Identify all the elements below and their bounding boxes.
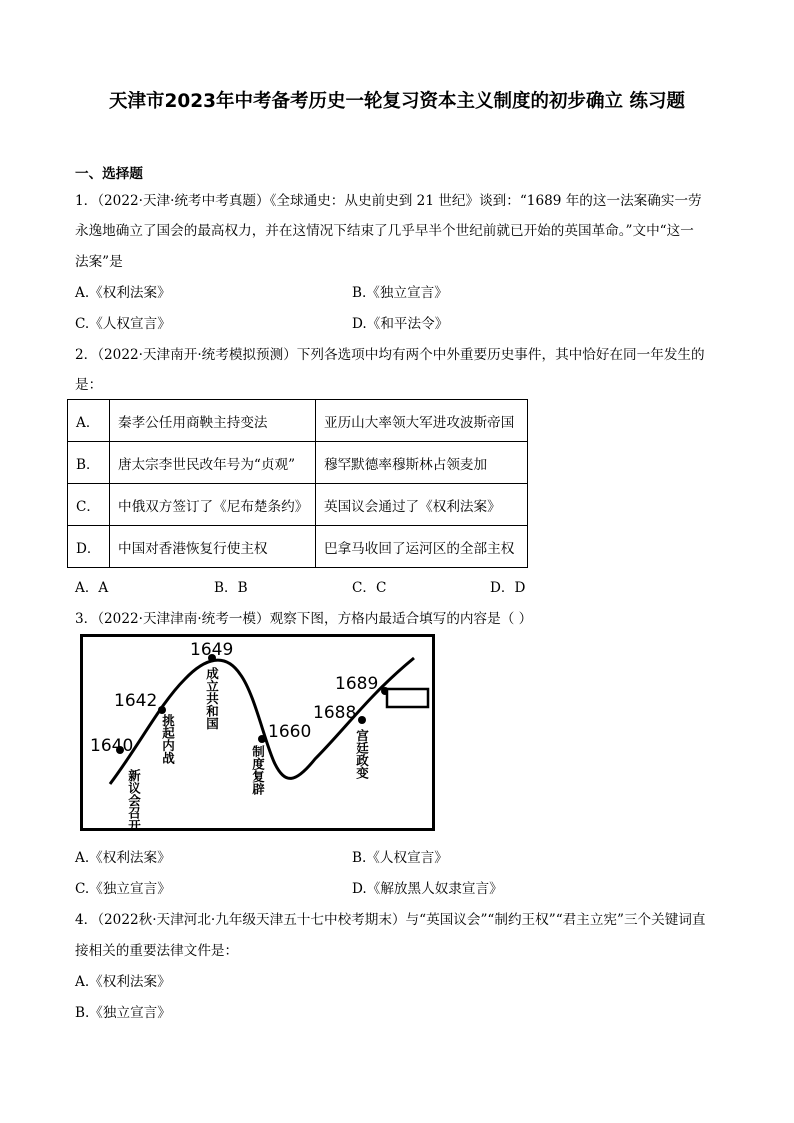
q1-option-a: A.《权利法案》 bbox=[75, 285, 171, 301]
event-label-republic: 成立共和国 bbox=[204, 667, 220, 730]
q2-text-line-2: 是： bbox=[75, 377, 103, 393]
q2-events-table bbox=[67, 399, 528, 568]
q1-text-line-3: 法案”是 bbox=[75, 254, 123, 270]
event-label-new-parliament: 新议会召开 bbox=[126, 769, 142, 831]
document-title: 天津市2023年中考备考历史一轮复习资本主义制度的初步确立 练习题 bbox=[109, 91, 685, 112]
year-label-1649: 1649 bbox=[190, 640, 234, 660]
point-1688 bbox=[358, 716, 366, 724]
q1-option-b: B.《独立宣言》 bbox=[352, 285, 448, 301]
q3-text-line-1: 3．（2022·天津津南·统考一模）观察下图，方格内最适合填写的内容是（ ） bbox=[75, 611, 533, 627]
q4-option-b: B.《独立宣言》 bbox=[75, 1005, 171, 1021]
q2-option-d: D．D bbox=[490, 580, 526, 596]
event-label-glorious-revolution: 宫廷政变 bbox=[354, 729, 370, 779]
section-heading: 一、选择题 bbox=[75, 166, 143, 182]
table-cell-foreign-event: 亚历山大率领大军进攻波斯帝国 bbox=[316, 400, 528, 442]
q4-text-line-1: 4．（2022秋·天津河北·九年级天津五十七中校考期末）与“英国议会”“制约王权”“君主立宪”三个关键词直 bbox=[75, 912, 706, 928]
table-row bbox=[68, 526, 528, 568]
q2-option-c: C．C bbox=[352, 580, 387, 596]
english-revolution-curve-figure bbox=[80, 634, 435, 831]
q1-text-line-1: 1．（2022·天津·统考中考真题）《全球通史：从史前史到 21 世纪》谈到：“1689 年的这一法案确实一劳 bbox=[75, 193, 702, 209]
table-row bbox=[68, 442, 528, 484]
table-cell-label: B． bbox=[68, 442, 110, 484]
year-label-1689: 1689 bbox=[335, 674, 379, 694]
year-label-1660: 1660 bbox=[268, 722, 312, 742]
table-cell-label: A． bbox=[68, 400, 110, 442]
q3-option-b: B.《人权宣言》 bbox=[352, 850, 448, 866]
event-label-restoration: 制度复辟 bbox=[250, 745, 266, 795]
point-1642 bbox=[158, 706, 166, 714]
answer-blank-box bbox=[387, 689, 428, 707]
table-cell-label: C． bbox=[68, 484, 110, 526]
q2-option-a: A．A bbox=[75, 580, 109, 596]
q1-option-c: C.《人权宣言》 bbox=[75, 316, 171, 332]
table-cell-foreign-event: 穆罕默德率穆斯林占领麦加 bbox=[316, 442, 528, 484]
q2-text-line-1: 2．（2022·天津南开·统考模拟预测）下列各选项中均有两个中外重要历史事件，其中恰好在同一年发生的 bbox=[75, 347, 705, 363]
table-cell-chinese-event: 中国对香港恢复行使主权 bbox=[110, 526, 316, 568]
table-cell-chinese-event: 唐太宗李世民改年号为“贞观” bbox=[110, 442, 316, 484]
year-label-1640: 1640 bbox=[90, 736, 134, 756]
q4-option-a: A.《权利法案》 bbox=[75, 974, 171, 990]
year-label-1642: 1642 bbox=[114, 691, 158, 711]
point-1660 bbox=[258, 735, 266, 743]
q3-option-c: C.《独立宣言》 bbox=[75, 881, 171, 897]
year-label-1688: 1688 bbox=[313, 703, 357, 723]
table-row bbox=[68, 484, 528, 526]
q1-text-line-2: 永逸地确立了国会的最高权力，并在这情况下结束了几乎早半个世纪前就已开始的英国革命。”文中“这一 bbox=[75, 223, 694, 239]
event-label-civil-war: 挑起内战 bbox=[160, 714, 176, 764]
q3-option-d: D.《解放黑人奴隶宣言》 bbox=[352, 881, 503, 897]
table-row bbox=[68, 400, 528, 442]
q2-option-b: B．B bbox=[214, 580, 248, 596]
q3-option-a: A.《权利法案》 bbox=[75, 850, 171, 866]
table-cell-foreign-event: 英国议会通过了《权利法案》 bbox=[316, 484, 528, 526]
q4-text-line-2: 接相关的重要法律文件是： bbox=[75, 943, 239, 959]
table-cell-chinese-event: 秦孝公任用商鞅主持变法 bbox=[110, 400, 316, 442]
table-cell-foreign-event: 巴拿马收回了运河区的全部主权 bbox=[316, 526, 528, 568]
q1-option-d: D.《和平法令》 bbox=[352, 316, 449, 332]
table-cell-label: D． bbox=[68, 526, 110, 568]
table-cell-chinese-event: 中俄双方签订了《尼布楚条约》 bbox=[110, 484, 316, 526]
